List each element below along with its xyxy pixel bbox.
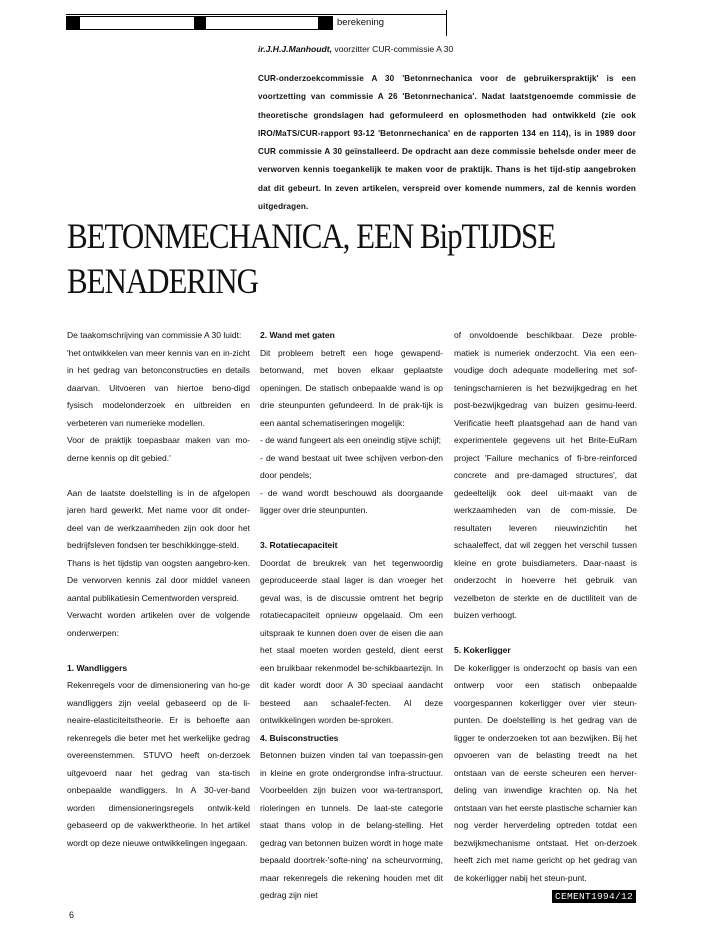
list-item: - de wand bestaat uit twee schijven verbon-den door pendels;: [260, 452, 443, 480]
article-title: [67, 214, 583, 304]
section-heading: 5. Kokerligger: [454, 645, 511, 655]
header-block: [194, 16, 206, 30]
section-heading: 4. Buisconstructies: [260, 732, 339, 743]
paragraph: 'het ontwikkelen van meer kennis van en in-zicht in het gedrag van betonconstructies en details daarvan. Uitvoeren van hiertoe beno-digd fysisch modelonderzoek en uitbreiden en verbeteren van numerieke modellen.: [67, 347, 250, 428]
author-line: [258, 44, 453, 54]
paragraph: Aan de laatste doelstelling is in de afgelopen jaren hard gewerkt. Met name voor dit onder-deel van de werkzaamheden zijn ook door het bedrijfsleven fondsen ter beschikkingge-steld.: [67, 487, 250, 550]
section-label: berekening: [332, 16, 440, 30]
title-line-1: BETONMECHANICA, EEN BipTIJDSE: [67, 216, 556, 256]
header-vertical-rule: [446, 10, 447, 36]
paragraph: Rekenregels voor de dimensionering van ho-ge wandliggers zijn veelal gebaseerd op de li-neaire-elasticiteitstheorie. Er is behoefte aan rekenregels die beter met het werkelijke gedrag overeenstemmen. STUVO heeft on-derzoek uitgevoerd naar het gedrag van sta-tisch onbepaalde wandliggers. In A 30-ver-band worden dimensioneringsregels ontwik-keld gebaseerd op de vakwerktheorie. In het artikel wordt op deze nieuwe ontwikkelingen ingegaan.: [67, 680, 250, 848]
column-1: [67, 327, 250, 852]
author-name: ir.J.H.J.Manhoudt,: [258, 44, 333, 54]
paragraph: of onvoldoende beschikbaar. Deze proble-matiek is numeriek onderzocht. Via een een-voudige doch adequate modellering met sof-teningscharnieren is het bezwijkgedrag en het post-bezwijkgedrag van buizen gesimu-leerd. Verificatie heeft plaatsgehad aan de hand van experimentele gegevens uit het Brite-EuRam project 'Failure mechanics of fi-bre-reinforced concrete and pre-damaged structures', dat gedeeltelijk ook deel uit-maakt van de werkzaamheden van de com-missie. De resultaten leveren nieuwinzichtin het schaaleffect, dat wil zeggen het verschil tussen kleine en grote buisdiameters. Daar-naast is onderzocht in hoeverre het gebruik van vezelbeton de sterkte en de ductiliteit van de buizen verhoogt.: [454, 330, 637, 620]
column-3: [454, 327, 637, 887]
paragraph: Doordat de breukrek van het tegenwoordig geproduceerde staal lager is dan vroeger het geval was, is de discussie omtrent het begrip rotatiecapaciteit opnieuw opgelaaid. Om een uitspraak te kunnen doen over de eisen die aan het staal moeten worden gesteld, dient eerst een bruikbaar rekenmodel be-schikbaartezijn. In dit kader wordt door A 30 speciaal aandacht besteed aan schaalef-fecten. Al deze ontwikkelingen worden be-sproken.: [260, 557, 443, 725]
magazine-badge: CEMENT1994/12: [552, 890, 636, 903]
header-block: [66, 16, 80, 30]
list-item: - de wand wordt beschouwd als doorgaande ligger over drie steunpunten.: [260, 487, 443, 515]
author-role: voorzitter CUR-commissie A 30: [332, 44, 454, 54]
section-heading: 3. Rotatiecapaciteit: [260, 540, 338, 550]
section-heading: 2. Wand met gaten: [260, 330, 335, 340]
paragraph: De kokerligger is onderzocht op basis van een ontwerp voor een statisch onbepaalde voorgespannen kokerligger over vier steun-punten. De doelstelling is het gedrag van de ligger te onderzoeken tot aan bezwijken. Bij het opvoeren van de belasting treedt na het ontstaan van de eerste scheuren een herver-deling van inwendige krachten op. Na het ontstaan van het eerste plastische scharnier kan nog verder herverdeling optreden totdat een bezwijkmechanisme ontstaat. Het on-derzoek heeft zich met name gericht op het gedrag van de kokerligger nabij het steun-punt.: [454, 662, 637, 883]
column-2: [260, 327, 443, 905]
paragraph: Verwacht worden artikelen over de volgende onderwerpen:: [67, 610, 250, 638]
paragraph: De taakomschrijving van commissie A 30 luidt:: [67, 330, 242, 340]
paragraph: Betonnen buizen vinden tal van toepassin-gen in kleine en grote ondergrondse infra-structuur. Voorbeelden zijn buizen voor wa-tertransport, rioleringen en tunnels. De laat-ste categorie staat thans volop in de belang-stelling. Het gedrag van betonnen buizen wordt in hoge mate bepaald doortrek-'softe-ning' na scheurvorming, maar rekenregels die rekening houden met dit gedrag zijn niet: [260, 750, 443, 900]
paragraph: Voor de praktijk toepasbaar maken van mo-derne kennis op dit gebied.': [67, 435, 250, 463]
page-number: 6: [69, 910, 75, 920]
section-heading: 1. Wandliggers: [67, 662, 128, 673]
list-item: - de wand fungeert als een oneindig stijve schijf;: [260, 435, 441, 445]
intro-paragraph: CUR-onderzoekcommissie A 30 'Betonrnechanica voor de gebruikerspraktijk' is een voortzetting van commissie A 26 'Betonrnechanica'. Nadat laatstgenoemde commissie de theoretische grondslagen had geformuleerd en oplosmethoden had ontwikkeld (zie ook IRO/MaTS/CUR-rapport 93-12 'Betonrnechanica' en de rapporten 134 en 114), is in 1989 door CUR commissie A 30 geïnstalleerd. De opdracht aan deze commissie behelsde onder meer de verworven kennis toegankelijk te maken voor de praktijk. Thans is het tijd-stip aangebroken dat dit gebeurt. In zeven artikelen, verspreid over komende nummers, zal de kennis worden uitgedragen.: [258, 74, 636, 212]
paragraph: Thans is het tijdstip van oogsten aangebro-ken. De verworven kennis zal door middel vaneen aantal publikatiesin Cementworden verspreid.: [67, 557, 250, 603]
header-block: [318, 16, 332, 30]
paragraph: Dit probleem betreft een hoge gewapend-betonwand, met boven elkaar geplaatste openingen. De statisch onbepaalde wand is op drie steunpunten gefundeerd. In de prak-tijk is een aantal schematiseringen mogelijk:: [260, 347, 443, 428]
title-line-2: BENADERING: [67, 261, 258, 301]
header-rule: [66, 14, 446, 15]
